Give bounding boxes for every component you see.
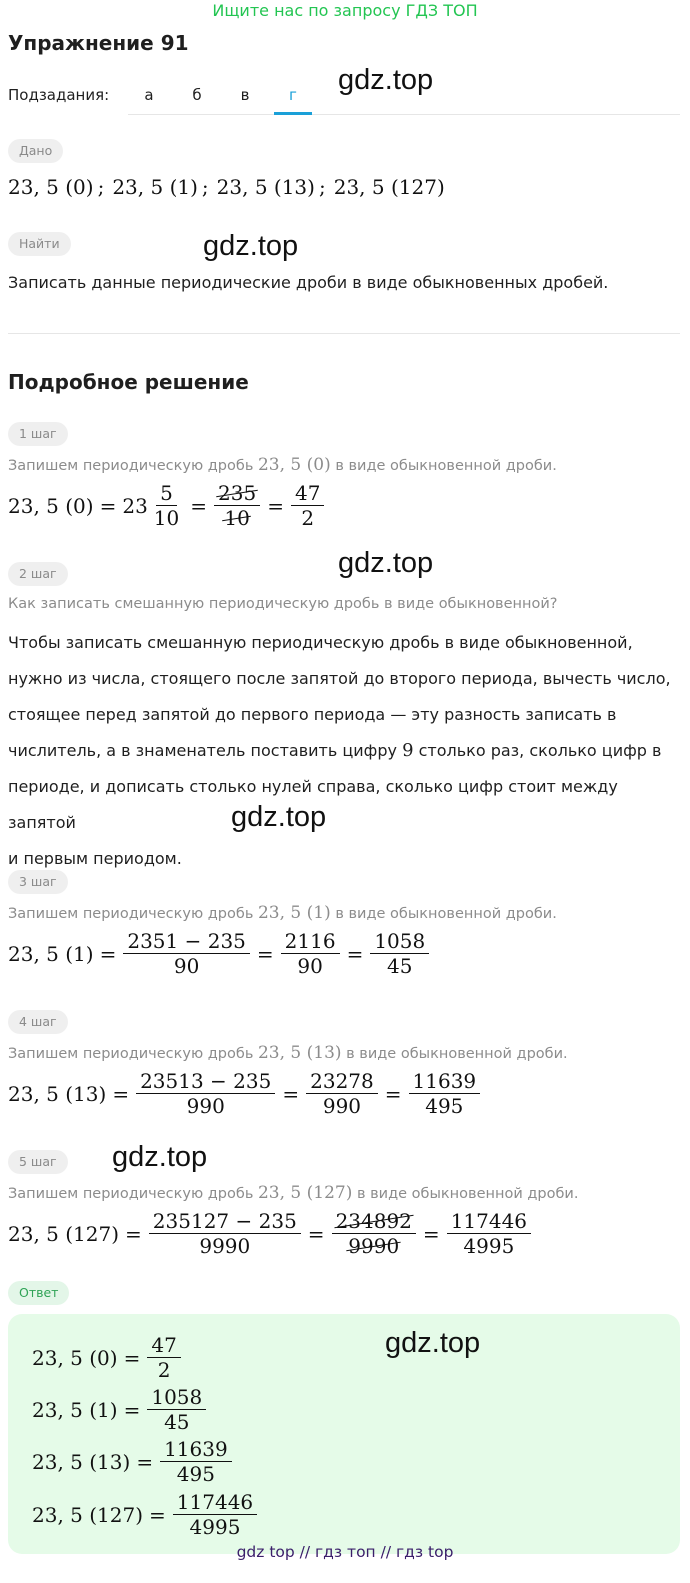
hint-math: 23, 5 (127) (257, 1183, 353, 1203)
step-1-equation (8, 482, 325, 530)
fraction: $\frac{2116}{90}$ (281, 930, 340, 978)
subtask-tab-b[interactable]: б (192, 86, 202, 104)
given-sep: ; (97, 175, 105, 199)
subtask-tab-a[interactable]: а (144, 86, 154, 104)
equals-sign: = (384, 1081, 402, 1106)
text-line: нужно из числа, стоящего после запятой до второго периода, вычесть число, (8, 669, 671, 688)
step-1-hint (8, 455, 557, 475)
fraction: $\frac{2351 - 235}{90}$ (123, 930, 250, 978)
given-item: 23, 5 (127) (333, 175, 445, 199)
equals-sign: = (136, 1449, 154, 1474)
given-values (8, 175, 445, 199)
step-1-pill: 1 шаг (8, 422, 68, 446)
given-sep: ; (201, 175, 209, 199)
find-pill: Найти (8, 232, 71, 256)
equals-sign: = (123, 1345, 141, 1370)
answer-pill: Ответ (8, 1281, 69, 1305)
text-line: стоящее перед запятой до первого периода — эту разность записать в (8, 705, 617, 724)
hint-text: Запишем периодическую дробь (8, 1046, 254, 1062)
step-2-pill: 2 шаг (8, 562, 68, 586)
mixed-integer: 23 (122, 493, 148, 518)
answer-lhs: 23, 5 (127) (32, 1502, 144, 1527)
answer-lhs: 23, 5 (13) (32, 1449, 131, 1474)
equals-sign: = (307, 1221, 325, 1246)
given-sep: ; (318, 175, 326, 199)
active-tab-indicator (274, 112, 312, 115)
text-line: периоде, и дописать столько нулей справа, сколько цифр стоит между запятой (8, 777, 618, 832)
watermark: gdz.top (112, 1141, 208, 1173)
answer-row (32, 1386, 207, 1434)
equals-sign: = (112, 1081, 130, 1106)
hint-math: 23, 5 (1) (257, 903, 331, 923)
equals-sign: = (190, 493, 208, 518)
hint-text: Запишем периодическую дробь (8, 1186, 254, 1202)
step-5-equation (8, 1210, 532, 1258)
fraction: $\frac{5}{10}$ (153, 481, 180, 531)
hint-text: в виде обыкновенной дроби. (356, 1186, 579, 1202)
hint-text: в виде обыкновенной дроби. (346, 1046, 568, 1062)
solution-title: Подробное решение (8, 370, 249, 394)
step-5-hint (8, 1183, 578, 1203)
answer-row (32, 1438, 233, 1486)
text-line: Чтобы записать смешанную периодическую дробь в виде обыкновенной, (8, 633, 633, 652)
fraction: $\frac{23513 - 235}{990}$ (136, 1070, 275, 1118)
step-2-hint: Как записать смешанную периодическую дробь в виде обыкновенной? (8, 596, 558, 612)
text-line: числитель, а в знаменатель поставить цифру 9 столько раз, сколько цифр в (8, 740, 662, 761)
step-4-hint (8, 1043, 568, 1063)
watermark: gdz.top (203, 230, 299, 262)
subtask-tab-v[interactable]: в (240, 86, 250, 104)
watermark: gdz.top (385, 1327, 481, 1359)
answer-lhs: 23, 5 (1) (32, 1397, 118, 1422)
given-item: 23, 5 (1) (112, 175, 198, 199)
subtasks-label: Подзадания: (8, 86, 110, 104)
subtasks-divider (128, 114, 680, 115)
hint-text: Запишем периодическую дробь (8, 458, 254, 474)
step-3-equation (8, 930, 430, 978)
fraction: $\frac{117446}{4995}$ (447, 1210, 531, 1258)
watermark: gdz.top (338, 547, 434, 579)
given-item: 23, 5 (13) (216, 175, 315, 199)
subtask-tab-g[interactable]: г (289, 86, 297, 104)
equals-sign: = (346, 941, 364, 966)
fraction: $\frac{23278}{990}$ (306, 1070, 378, 1118)
hint-text: Запишем периодическую дробь (8, 906, 254, 922)
find-text: Записать данные периодические дроби в виде обыкновенных дробей. (8, 273, 609, 292)
hint-math: 23, 5 (13) (257, 1043, 342, 1063)
answer-row (32, 1491, 258, 1539)
exercise-title: Упражнение 91 (8, 31, 189, 55)
fraction: $\frac{47}{2}$ (291, 482, 324, 530)
equals-sign: = (99, 493, 117, 518)
fraction: $\frac{1058}{45}$ (370, 930, 429, 978)
given-pill: Дано (8, 139, 63, 163)
step-2-explanation (8, 625, 684, 877)
fraction: $\frac{47}{2}$ (147, 1334, 180, 1382)
fraction-cancelled: $\frac{235}{10}$ (214, 482, 260, 530)
equation-lhs: 23, 5 (0) (8, 493, 94, 518)
answer-lhs: 23, 5 (0) (32, 1345, 118, 1370)
equation-lhs: 23, 5 (13) (8, 1081, 107, 1106)
equals-sign: = (256, 941, 274, 966)
fraction-cancelled: $\frac{234892}{9990}$ (332, 1210, 416, 1258)
answer-row (32, 1334, 182, 1382)
section-divider (8, 333, 680, 334)
fraction: $\frac{1058}{45}$ (147, 1386, 206, 1434)
watermark: gdz.top (338, 64, 434, 96)
equals-sign: = (267, 493, 284, 518)
text-line: и первым периодом. (8, 849, 182, 868)
fraction: $\frac{11639}{495}$ (409, 1070, 481, 1118)
hint-text: в виде обыкновенной дроби. (335, 458, 557, 474)
equals-sign: = (149, 1502, 166, 1527)
equals-sign: = (422, 1221, 440, 1246)
equals-sign: = (123, 1397, 141, 1422)
step-3-pill: 3 шаг (8, 870, 68, 894)
equals-sign: = (125, 1221, 142, 1246)
step-4-equation (8, 1070, 481, 1118)
top-banner-link[interactable]: Ищите нас по запросу ГДЗ ТОП (212, 1, 478, 20)
given-item: 23, 5 (0) (8, 175, 94, 199)
step-3-hint (8, 903, 557, 923)
equals-sign: = (99, 941, 117, 966)
hint-text: в виде обыкновенной дроби. (335, 906, 557, 922)
equation-lhs: 23, 5 (127) (8, 1221, 120, 1246)
fraction: $\frac{117446}{4995}$ (173, 1491, 257, 1539)
fraction: $\frac{235127 - 235}{9990}$ (149, 1210, 301, 1258)
footer-links[interactable]: gdz top // гдз топ // гдз top (236, 1543, 454, 1561)
equals-sign: = (282, 1081, 300, 1106)
step-4-pill: 4 шаг (8, 1010, 68, 1034)
watermark: gdz.top (231, 801, 327, 833)
equation-lhs: 23, 5 (1) (8, 941, 94, 966)
hint-math: 23, 5 (0) (257, 455, 331, 475)
fraction: $\frac{11639}{495}$ (160, 1438, 232, 1486)
step-5-pill: 5 шаг (8, 1150, 68, 1174)
